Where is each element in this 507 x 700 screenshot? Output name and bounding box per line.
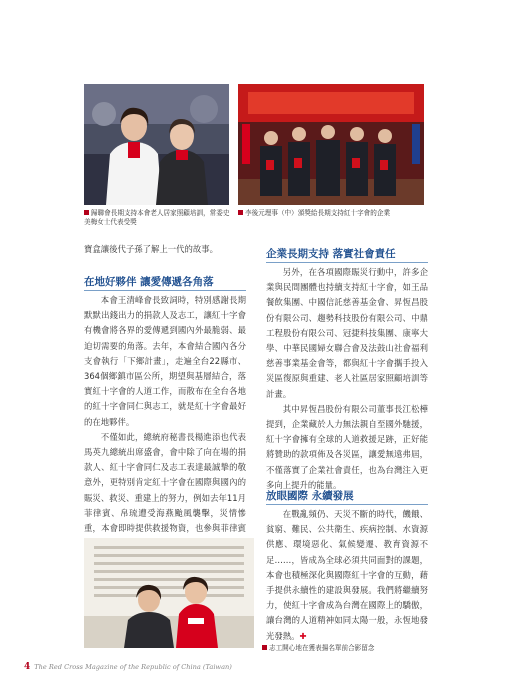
right-paragraph-2: 其中昇恆昌股份有限公司董事長江松樺提到，企業藏於人力無法親自至國外馳援，紅十字會擁有全球的人道救援足跡，正好能將贊助的款項佈及各災區，讓愛無遠弗屆，不僅落實了企業社會責任，也為台灣注入更多向上提升的能量。 bbox=[266, 403, 428, 490]
caption-marker-icon bbox=[262, 645, 267, 650]
page-number: 4 bbox=[24, 662, 31, 672]
photo-volunteers-image bbox=[84, 538, 254, 648]
photo2-caption bbox=[238, 209, 424, 218]
caption-marker-icon bbox=[84, 210, 89, 215]
right-column-body bbox=[266, 265, 428, 493]
photo-ceremony bbox=[238, 84, 424, 205]
caption-marker-icon bbox=[238, 210, 243, 215]
heading-corporate-support: 企業長期支持 落實社會責任 bbox=[266, 248, 396, 260]
left-paragraph-2: 不僅如此，總統府秘書長楊進添也代表馬英九總統出席盛會，會中除了向在場的捐款人、紅十字會同仁及志工表達最誠摯的敬意外，更特別肯定紅十字會在國際與國內的賑災、救災、重建上的努力，例如去年11月菲律賓、帛琉遭受海燕颱風襲擊，災情慘重，本會即時提供救援物資，也參與菲律賓 bbox=[84, 431, 246, 534]
heading-international-rule bbox=[266, 504, 428, 505]
heading-international: 放眼國際 永續發展 bbox=[266, 490, 354, 502]
left-intro-text: 寶盒讓後代子孫了解上一代的故事。 bbox=[84, 244, 218, 254]
left-paragraph-1: 本會王清峰會長致詞時，特別感謝長期默默出錢出力的捐款人及志工，讓紅十字會有機會將各界的愛傳遞到國內外最脆弱、最迫切需要的角落。去年，本會結合國內各分支會執行「下鄉計畫」，走遍全台22縣市、364個鄉鎮市區公所，期望與基層結合，落實紅十字會的人道工作，而散布在全台各地的紅十字會同仁與志工，就是紅十字會最好的在地夥伴。 bbox=[84, 295, 246, 427]
photo-award-women-image bbox=[84, 84, 229, 205]
photo-volunteers bbox=[84, 538, 254, 648]
right-paragraph-3-text: 在戰亂頻仍、天災不斷的時代，饑餓、貧窮、難民、公共衛生、疾病控制、水資源供應、環境惡化、氣候變遷、教育資源不足……，皆成為全球必須共同面對的課題，本會也積極深化與國際紅十字會的互動，藉手提供永續性的建設與發展。我們將繼續努力，使紅十字會成為台灣在國際上的驕傲，讓台灣的人道精神如同太陽一般，永恆地發光發熱。 bbox=[266, 509, 428, 641]
magazine-title: The Red Cross Magazine of the Republic of China (Taiwan) bbox=[34, 663, 232, 671]
right-paragraph-3 bbox=[266, 507, 428, 644]
photo1-caption-text: 歸聯會長期支持本會老人居家照顧培訓，常委史美梅女士代表受獎 bbox=[84, 209, 230, 226]
photo3-caption bbox=[262, 644, 432, 653]
photo1-caption bbox=[84, 209, 234, 227]
heading-local-partners-rule bbox=[84, 290, 246, 291]
page-footer bbox=[24, 662, 232, 672]
right-column-body-2 bbox=[266, 507, 428, 644]
left-column bbox=[84, 242, 246, 257]
left-column-body bbox=[84, 293, 246, 551]
red-cross-icon: ✚ bbox=[299, 630, 307, 641]
photo2-caption-text: 李後元理事（中）頒獎給長期支持紅十字會的企業 bbox=[245, 209, 391, 217]
photo-ceremony-image bbox=[238, 84, 424, 205]
photo3-caption-text: 志工開心地在獲表揚名單前合影留念 bbox=[269, 644, 375, 652]
heading-local-partners: 在地好夥伴 讓愛傳遞各角落 bbox=[84, 276, 214, 288]
photo-award-women bbox=[84, 84, 229, 205]
right-paragraph-1: 另外，在各項國際賑災行動中，許多企業與民間團體也持續支持紅十字會，如王品餐飲集團、中國信託慈善基金會、昇恆昌股份有限公司、趨勢科技股份有限公司、中鼎工程股份有限公司、冠捷科技集團、康寧大學、中華民國婦女聯合會及法鼓山社會福利慈善事業基金會等，都與紅十字會攜手投入災區復原與重建、老人社區居家照顧培訓等計畫。 bbox=[266, 267, 428, 399]
heading-corporate-support-rule bbox=[266, 262, 428, 263]
